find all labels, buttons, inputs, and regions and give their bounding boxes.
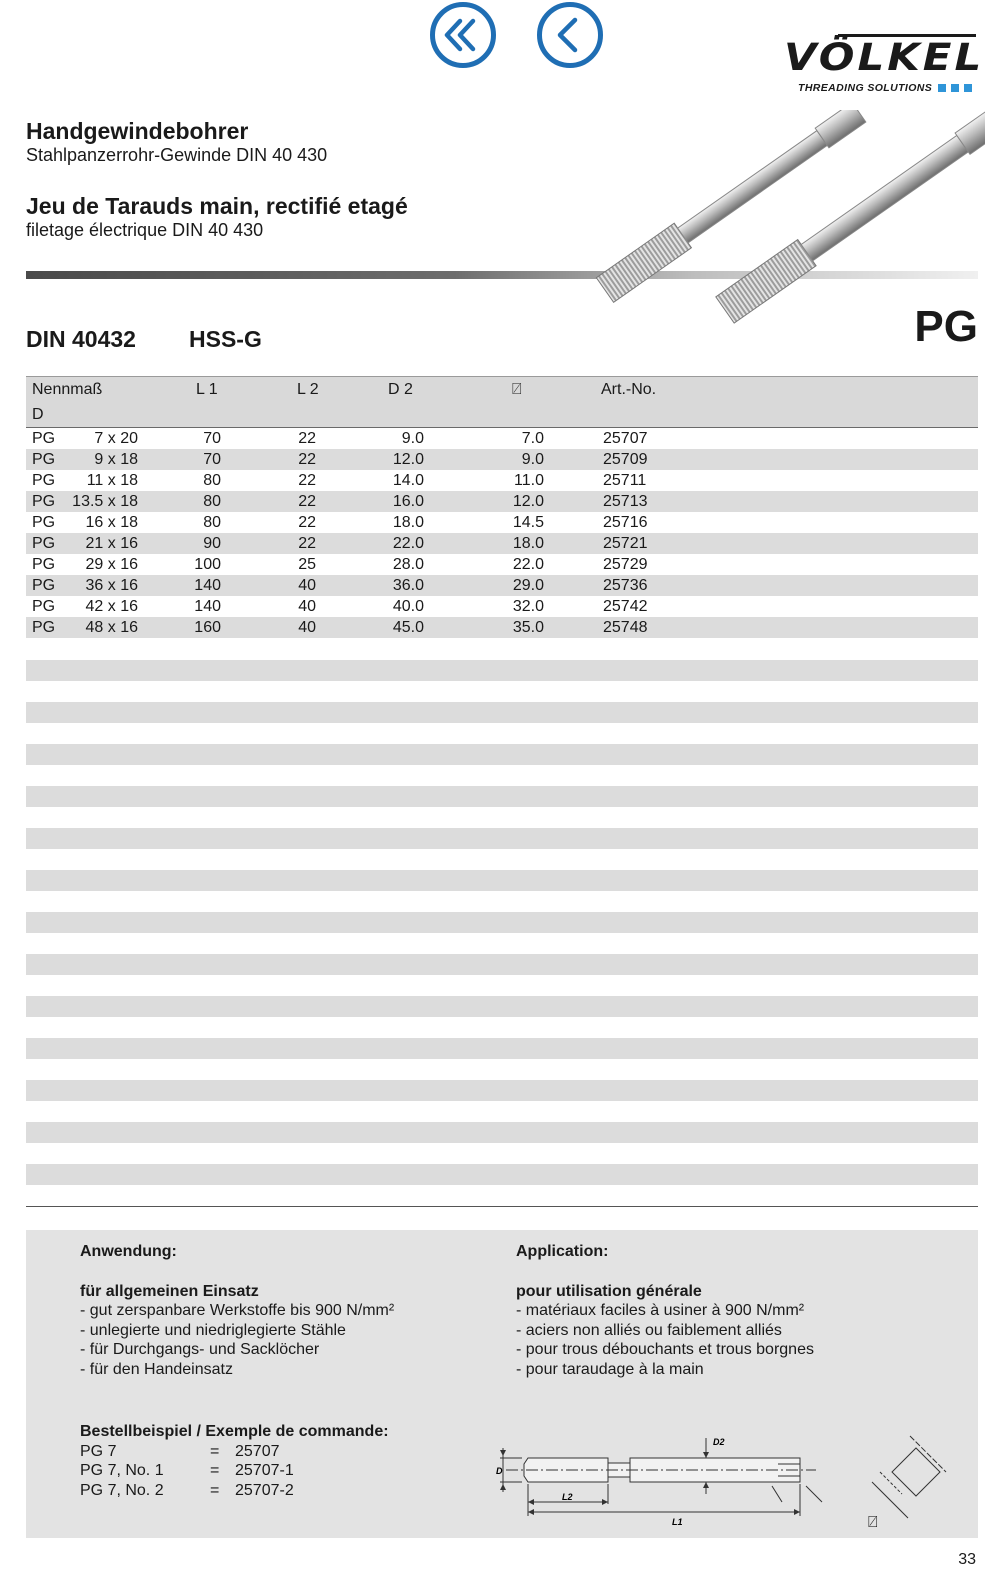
product-image-taps bbox=[595, 110, 985, 325]
cell-pg: PG bbox=[32, 451, 56, 468]
cell-art: 25742 bbox=[603, 598, 648, 615]
cell-d2: 45.0 bbox=[392, 619, 424, 636]
cell-pg: PG bbox=[32, 430, 56, 447]
empty-row bbox=[26, 1080, 978, 1101]
cell-l2: 22 bbox=[298, 451, 316, 468]
product-table bbox=[26, 376, 978, 638]
header-nominal-sub: D bbox=[32, 406, 44, 423]
cell-l1: 80 bbox=[203, 472, 221, 489]
empty-row bbox=[26, 870, 978, 891]
cell-sq: 35.0 bbox=[512, 619, 544, 636]
cell-pg: PG bbox=[32, 619, 56, 636]
cell-l1: 140 bbox=[194, 577, 221, 594]
first-page-button[interactable] bbox=[430, 2, 496, 68]
table-row bbox=[26, 533, 978, 554]
previous-page-button[interactable] bbox=[537, 2, 603, 68]
cell-sq: 11.0 bbox=[514, 472, 544, 489]
header-art-no: Art.-No. bbox=[601, 381, 657, 398]
cell-size: 48 x 16 bbox=[85, 619, 138, 636]
cell-size: 16 x 18 bbox=[85, 514, 138, 531]
cell-size: 11 x 18 bbox=[86, 472, 138, 489]
brand-logo bbox=[780, 30, 985, 96]
brand-name: VÖLKEL bbox=[784, 35, 985, 80]
cell-l2: 22 bbox=[298, 493, 316, 510]
order-value: 25707-1 bbox=[235, 1462, 294, 1479]
cell-l1: 140 bbox=[194, 598, 221, 615]
application-subheading-de: für allgemeinen Einsatz bbox=[80, 1282, 259, 1300]
empty-row bbox=[26, 786, 978, 807]
cell-size: 29 x 16 bbox=[85, 556, 138, 573]
order-key: PG 7 bbox=[80, 1442, 117, 1460]
order-value: 25707 bbox=[235, 1442, 280, 1460]
order-key: PG 7, No. 2 bbox=[80, 1481, 164, 1499]
table-row bbox=[26, 575, 978, 596]
double-chevron-left-icon bbox=[435, 7, 491, 63]
cell-d2: 22.0 bbox=[392, 535, 424, 552]
application-item-fr: - pour taraudage à la main bbox=[516, 1360, 704, 1378]
header-l1: L 1 bbox=[196, 381, 218, 398]
order-heading: Bestellbeispiel / Exemple de commande: bbox=[80, 1423, 389, 1440]
empty-row bbox=[26, 702, 978, 723]
cell-l2: 40 bbox=[298, 598, 316, 615]
cell-pg: PG bbox=[32, 514, 56, 531]
order-value: 25707-2 bbox=[235, 1481, 294, 1499]
application-fr bbox=[516, 1242, 814, 1379]
cell-art: 25721 bbox=[603, 535, 648, 552]
cell-l2: 22 bbox=[298, 514, 316, 531]
chevron-left-icon bbox=[542, 7, 598, 63]
table-row bbox=[26, 617, 978, 638]
table-bottom-line bbox=[26, 1206, 978, 1207]
brand-tagline: THREADING SOLUTIONS bbox=[798, 82, 933, 94]
application-item-fr: - aciers non alliés ou faiblement alliés bbox=[516, 1321, 782, 1339]
cell-l1: 90 bbox=[203, 535, 221, 552]
header-square-icon: ⍁ bbox=[512, 381, 522, 398]
cell-l1: 70 bbox=[203, 451, 221, 468]
cell-l1: 160 bbox=[194, 619, 221, 636]
empty-row bbox=[26, 828, 978, 849]
cell-size: 7 x 20 bbox=[94, 430, 138, 447]
cell-l1: 70 bbox=[203, 430, 221, 447]
cell-art: 25707 bbox=[603, 430, 648, 447]
application-item-de: - unlegierte und niedriglegierte Stähle bbox=[80, 1321, 346, 1339]
cell-sq: 29.0 bbox=[512, 577, 544, 594]
order-eq: = bbox=[210, 1462, 220, 1479]
material-label: HSS-G bbox=[189, 326, 262, 352]
table-row bbox=[26, 449, 978, 470]
cell-d2: 40.0 bbox=[392, 598, 424, 615]
info-box bbox=[26, 1230, 978, 1538]
table-row bbox=[26, 512, 978, 533]
empty-rows bbox=[26, 660, 978, 1206]
cell-l2: 40 bbox=[298, 577, 316, 594]
empty-row bbox=[26, 744, 978, 765]
series-label: PG bbox=[914, 302, 978, 351]
application-de bbox=[80, 1242, 394, 1379]
label-d: D bbox=[496, 1466, 503, 1476]
cell-d2: 9.0 bbox=[401, 430, 424, 447]
label-d2: D2 bbox=[713, 1437, 725, 1447]
page-subtitle-de: Stahlpanzerrohr-Gewinde DIN 40 430 bbox=[26, 145, 328, 165]
cell-l2: 40 bbox=[298, 619, 316, 636]
empty-row bbox=[26, 996, 978, 1017]
cell-d2: 14.0 bbox=[392, 472, 424, 489]
label-square-icon: ⍁ bbox=[868, 1512, 878, 1531]
page-number: 33 bbox=[958, 1551, 976, 1568]
cell-art: 25736 bbox=[603, 577, 648, 594]
empty-row bbox=[26, 1122, 978, 1143]
order-row bbox=[80, 1481, 389, 1501]
header-nominal: Nennmaß bbox=[32, 381, 103, 398]
label-l2: L2 bbox=[562, 1492, 573, 1502]
cell-l1: 80 bbox=[203, 493, 221, 510]
page-title-de: Handgewindebohrer bbox=[26, 118, 249, 144]
application-heading-fr: Application: bbox=[516, 1243, 609, 1260]
cell-sq: 12.0 bbox=[512, 493, 544, 510]
empty-row bbox=[26, 1038, 978, 1059]
table-row bbox=[26, 470, 978, 491]
order-row bbox=[80, 1461, 389, 1481]
application-item-de: - für Durchgangs- und Sacklöcher bbox=[80, 1341, 320, 1358]
table-body bbox=[26, 428, 978, 638]
cell-l1: 80 bbox=[203, 514, 221, 531]
cell-size: 13.5 x 18 bbox=[72, 493, 138, 510]
cell-d2: 18.0 bbox=[392, 514, 424, 531]
cell-d2: 36.0 bbox=[392, 577, 424, 594]
header-d2: D 2 bbox=[388, 381, 413, 398]
cell-sq: 14.5 bbox=[512, 514, 544, 531]
cell-art: 25748 bbox=[603, 619, 648, 636]
table-row bbox=[26, 428, 978, 449]
table-row bbox=[26, 554, 978, 575]
application-subheading-fr: pour utilisation générale bbox=[516, 1282, 702, 1300]
order-eq: = bbox=[210, 1442, 220, 1460]
order-key: PG 7, No. 1 bbox=[80, 1462, 164, 1479]
cell-l2: 22 bbox=[298, 535, 316, 552]
cell-pg: PG bbox=[32, 598, 56, 615]
page-subtitle-fr: filetage électrique DIN 40 430 bbox=[26, 220, 264, 240]
application-item-fr: - pour trous débouchants et trous borgnes bbox=[516, 1341, 814, 1358]
application-item-de: - gut zerspanbare Werkstoffe bis 900 N/mm² bbox=[80, 1302, 395, 1319]
empty-row bbox=[26, 660, 978, 681]
cell-sq: 22.0 bbox=[512, 556, 544, 573]
cell-size: 42 x 16 bbox=[85, 598, 138, 615]
logo-squares bbox=[938, 84, 972, 92]
cell-pg: PG bbox=[32, 577, 56, 594]
empty-row bbox=[26, 912, 978, 933]
order-eq: = bbox=[210, 1481, 220, 1499]
cell-pg: PG bbox=[32, 556, 56, 573]
cell-sq: 7.0 bbox=[521, 430, 544, 447]
order-example bbox=[80, 1422, 389, 1500]
table-row bbox=[26, 491, 978, 512]
square-end-drawing bbox=[848, 1430, 958, 1535]
table-header bbox=[26, 376, 978, 428]
cell-art: 25709 bbox=[603, 451, 648, 468]
cell-l2: 25 bbox=[298, 556, 316, 573]
application-heading-de: Anwendung: bbox=[80, 1243, 177, 1260]
cell-pg: PG bbox=[32, 535, 56, 552]
cell-size: 36 x 16 bbox=[85, 577, 138, 594]
cell-art: 25713 bbox=[603, 493, 648, 510]
cell-l2: 22 bbox=[298, 430, 316, 447]
empty-row bbox=[26, 954, 978, 975]
application-item-de: - für den Handeinsatz bbox=[80, 1360, 233, 1378]
tap-dimension-drawing bbox=[486, 1430, 846, 1530]
page-title-fr: Jeu de Tarauds main, rectifié etagé bbox=[26, 193, 408, 219]
cell-l2: 22 bbox=[298, 472, 316, 489]
cell-d2: 28.0 bbox=[392, 556, 424, 573]
standard-label: DIN 40432 bbox=[26, 326, 136, 352]
cell-sq: 18.0 bbox=[512, 535, 544, 552]
label-l1: L1 bbox=[672, 1517, 683, 1527]
header-l2: L 2 bbox=[297, 381, 319, 398]
cell-art: 25711 bbox=[603, 472, 647, 489]
cell-l1: 100 bbox=[194, 556, 221, 573]
cell-d2: 16.0 bbox=[392, 493, 424, 510]
order-row bbox=[80, 1442, 389, 1462]
empty-row bbox=[26, 1164, 978, 1185]
cell-sq: 9.0 bbox=[521, 451, 544, 468]
cell-art: 25729 bbox=[603, 556, 648, 573]
cell-pg: PG bbox=[32, 472, 56, 489]
cell-size: 21 x 16 bbox=[85, 535, 138, 552]
cell-size: 9 x 18 bbox=[94, 451, 138, 468]
table-row bbox=[26, 596, 978, 617]
cell-d2: 12.0 bbox=[392, 451, 424, 468]
cell-sq: 32.0 bbox=[512, 598, 544, 615]
cell-pg: PG bbox=[32, 493, 56, 510]
application-item-fr: - matériaux faciles à usiner à 900 N/mm² bbox=[516, 1302, 805, 1319]
cell-art: 25716 bbox=[603, 514, 648, 531]
